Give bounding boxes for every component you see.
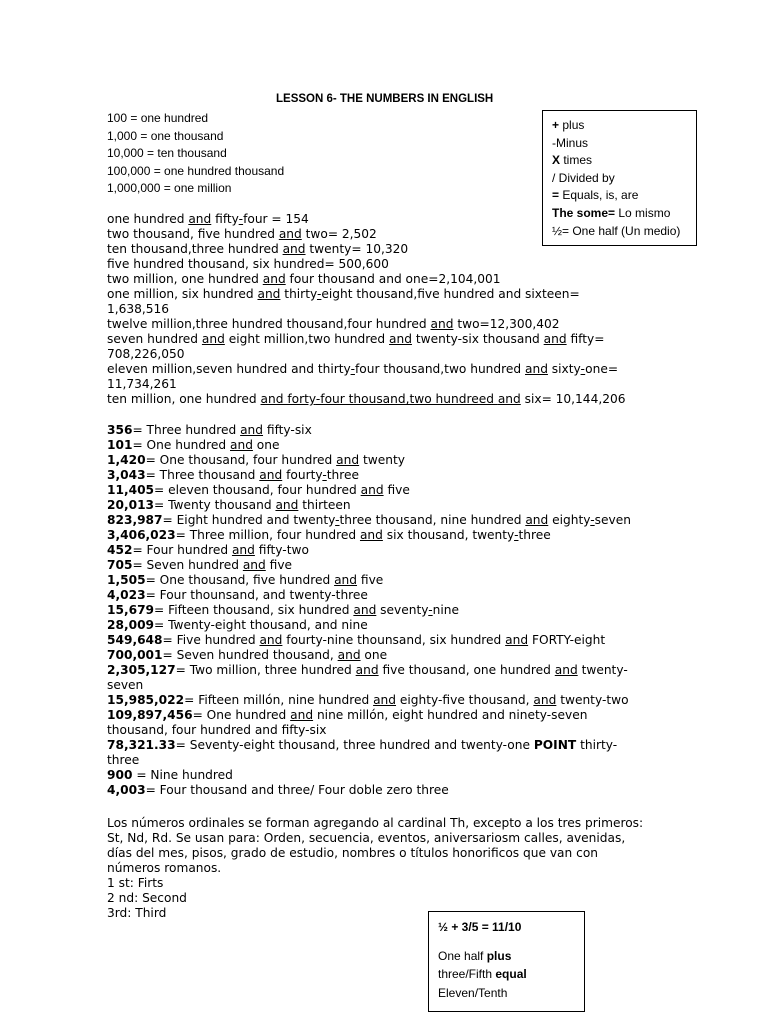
basic-number-line: 100 = one hundred	[107, 111, 209, 125]
operator-times: X times	[552, 153, 593, 168]
basic-numbers-list	[107, 110, 284, 198]
example-line: three	[107, 753, 140, 767]
basic-number-line: 1,000 = one thousand	[107, 128, 224, 143]
spacer	[438, 937, 584, 947]
example-line: 1,420= One thousand, four hundred and twenty	[107, 453, 405, 467]
ordinal-line: 3rd: Third	[107, 906, 167, 920]
example-line: seven	[107, 678, 144, 692]
example-line: 20,013= Twenty thousand and thirteen	[107, 498, 351, 512]
text-line: 1,638,516	[107, 302, 170, 316]
example-line: 356= Three hundred and fifty-six	[107, 423, 312, 437]
example-line: 900 = Nine hundred	[107, 768, 233, 782]
text-line: eleven million,seven hundred and thirty-four thousand,two hundred and sixty-one=	[107, 362, 619, 376]
example-line: 28,009= Twenty-eight thousand, and nine	[107, 618, 368, 632]
example-line: 4,003= Four thousand and three/ Four doble zero three	[107, 783, 449, 797]
example-line: 705= Seven hundred and five	[107, 558, 293, 572]
fraction-words-line: Eleven/Tenth	[438, 985, 508, 1000]
ordinal-line: 2 nd: Second	[107, 891, 187, 905]
example-line: 4,023= Four thounsand, and twenty-three	[107, 588, 368, 602]
example-line: 15,985,022= Fifteen millón, nine hundred and eighty-five thousand, and twenty-two	[107, 693, 629, 707]
text-line: ten million, one hundred and forty-four thousand,two hundreed and six= 10,144,206	[107, 392, 626, 406]
paragraph-line: St, Nd, Rd. Se usan para: Orden, secuencia, eventos, aniversariosm calles, avenidas,	[107, 831, 626, 845]
example-line: 2,305,127= Two million, three hundred and five thousand, one hundred and twenty-	[107, 663, 628, 677]
ordinal-numbers-section	[107, 816, 643, 921]
paragraph-line: días del mes, pisos, grado de estudio, nombres o títulos honorificos que van con	[107, 846, 598, 860]
paragraph-line: números romanos.	[107, 861, 222, 875]
text-line: one hundred and fifty-four = 154	[107, 212, 309, 226]
operator-divided: / Divided by	[552, 170, 615, 185]
fraction-words-line: One half plus	[438, 948, 512, 963]
basic-number-line: 1,000,000 = one million	[107, 181, 232, 196]
operator-minus: -Minus	[552, 135, 589, 150]
fraction-example-box	[428, 911, 585, 1012]
example-line: 78,321.33= Seventy-eight thousand, three hundred and twenty-one POINT thirty-	[107, 738, 618, 752]
ordinal-line: 1 st: Firts	[107, 876, 164, 890]
example-line: 823,987= Eight hundred and twenty-three thousand, nine hundred and eighty-seven	[107, 513, 631, 527]
example-line: 15,679= Fifteen thousand, six hundred and seventy-nine	[107, 603, 459, 617]
text-line: two thousand, five hundred and two= 2,502	[107, 227, 377, 241]
number-examples-section	[107, 423, 631, 798]
number-words-section	[107, 212, 625, 407]
text-line: five hundred thousand, six hundred= 500,600	[107, 257, 389, 271]
example-line: 3,043= Three thousand and fourty-three	[107, 468, 360, 482]
page-title: LESSON 6- THE NUMBERS IN ENGLISH	[276, 93, 494, 105]
example-line: 3,406,023= Three million, four hundred and six thousand, twenty-three	[107, 528, 551, 542]
basic-number-line: 100,000 = one hundred thousand	[107, 163, 285, 178]
operator-half: ½= One half (Un medio)	[552, 223, 681, 238]
example-line: thousand, four hundred and fifty-six	[107, 723, 327, 737]
text-line: ten thousand,three hundred and twenty= 10,320	[107, 242, 409, 256]
example-line: 452= Four hundred and fifty-two	[107, 543, 309, 557]
text-line: two million, one hundred and four thousand and one=2,104,001	[107, 272, 501, 286]
example-line: 101= One hundred and one	[107, 438, 280, 452]
example-line: 109,897,456= One hundred and nine millón, eight hundred and ninety-seven	[107, 708, 588, 722]
fraction-words-line: three/Fifth equal	[438, 967, 527, 982]
text-line: twelve million,three hundred thousand,four hundred and two=12,300,402	[107, 317, 560, 331]
example-line: 549,648= Five hundred and fourty-nine thounsand, six hundred and FORTY-eight	[107, 633, 606, 647]
basic-number-line: 10,000 = ten thousand	[107, 146, 227, 161]
text-line: 708,226,050	[107, 347, 185, 361]
example-line: 11,405= eleven thousand, four hundred and five	[107, 483, 410, 497]
operator-same: The some= Lo mismo	[552, 205, 671, 220]
text-line: one million, six hundred and thirty-eight thousand,five hundred and sixteen=	[107, 287, 580, 301]
fraction-equation: ½ + 3/5 = 11/10	[438, 920, 522, 934]
paragraph-line: Los números ordinales se forman agregando al cardinal Th, excepto a los tres primeros:	[107, 816, 644, 830]
operator-equals: = Equals, is, are	[552, 188, 639, 203]
text-line: 11,734,261	[107, 377, 177, 391]
example-line: 700,001= Seven hundred thousand, and one	[107, 648, 388, 662]
text-line: seven hundred and eight million,two hundred and twenty-six thousand and fifty=	[107, 332, 605, 346]
example-line: 1,505= One thousand, five hundred and five	[107, 573, 384, 587]
operator-plus: + plus	[552, 118, 585, 132]
